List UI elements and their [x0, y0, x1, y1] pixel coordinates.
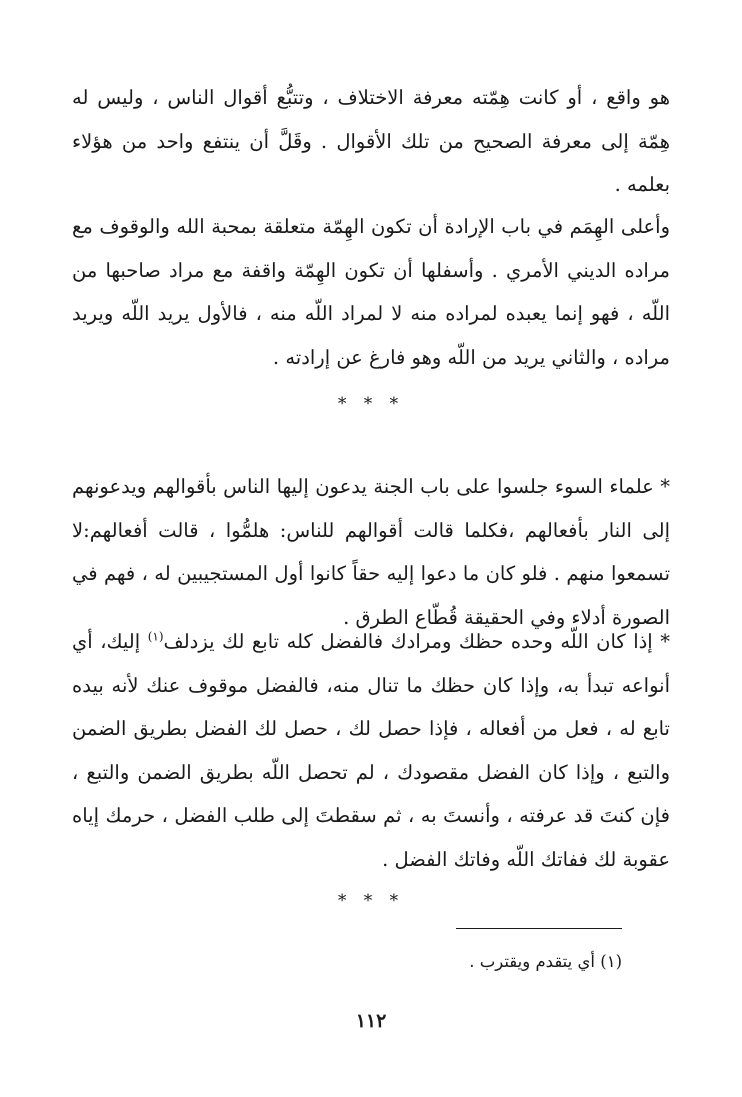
paragraph-allah-your-portion	[72, 620, 670, 881]
paragraph-text-before-footnote: * إذا كان اللّه وحده حظك ومرادك فالفضل كله تابع لك يزدلف	[163, 630, 670, 653]
footnote-reference[interactable]: (١)	[147, 629, 164, 644]
paragraph-text-after-footnote: إليك، أي أنواعه تبدأ به، وإذا كان حظك ما تنال منه، فالفضل موقوف عنك لأنه بيده تابع له ، فعل من أفعاله ، فإذا حصل لك ، حصل لك الفضل بطريق الضمن والتبع ، وإذا كان الفضل مقصودك ، لم تحصل اللّه بطريق الضمن والتبع ، فإن كنتَ قد عرفته ، وأنستَ به ، ثم سقطتَ إلى طلب الفضل ، حرمك إياه عقوبة لك ففاتك اللّه وفاتك الفضل .	[72, 630, 670, 871]
footnote-divider	[456, 928, 622, 929]
footnote-text: (١) أي يتقدم ويقترب .	[469, 952, 622, 971]
paragraph-highest-himam: وأعلى الهِمَم في باب الإرادة أن تكون الهِمّة متعلقة بمحبة الله والوقوف مع مراده الديني الأمري . وأسفلها أن تكون الهِمّة واقفة مع مراد صاحبها من اللّه ، فهو إنما يعبده لمراده منه لا لمراد اللّه منه ، فالأول يريد اللّه ويريد مراده ، والثاني يريد من اللّه وهو فارغ عن إرادته .	[72, 215, 670, 369]
section-separator: * * *	[337, 394, 405, 414]
page-number: ١١٢	[355, 1010, 387, 1032]
section-separator: * * *	[337, 891, 405, 911]
paragraph-himma-continuation: هو واقع ، أو كانت هِمّته معرفة الاختلاف ، وتتبُّع أقوال الناس ، وليس له هِمّة إلى معرفة الصحيح من تلك الأقوال . وقَلَّ أن ينتفع واحد من هؤلاء بعلمه .	[72, 86, 670, 196]
paragraph-scholars-of-evil: * علماء السوء جلسوا على باب الجنة يدعون إليها الناس بأقوالهم ويدعونهم إلى النار بأفعالهم ،فكلما قالت أقوالهم للناس: هلمُّوا ، قالت أفعالهم:لا تسمعوا منهم . فلو كان ما دعوا إليه حقاً كانوا أول المستجيبين له ، فهم في الصورة أدلاء وفي الحقيقة قُطّاع الطرق .	[72, 475, 670, 629]
